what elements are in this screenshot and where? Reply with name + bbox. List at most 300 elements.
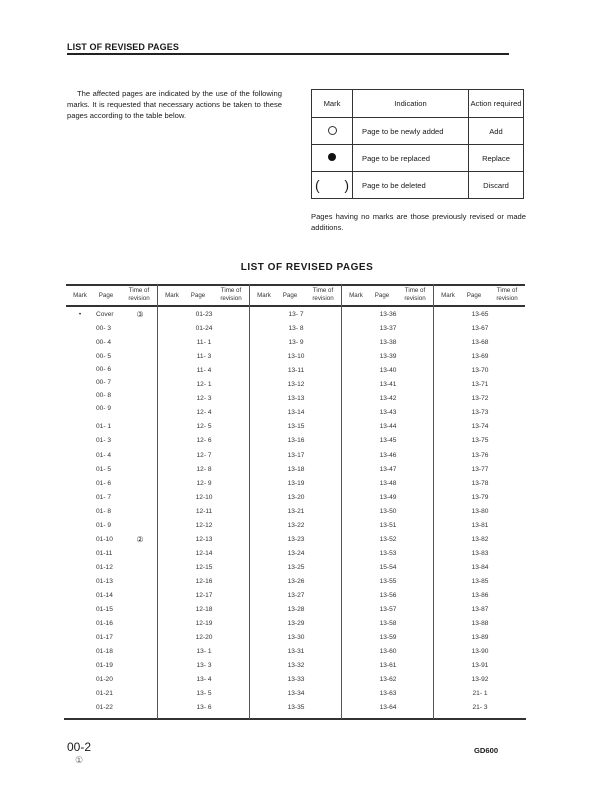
table-row — [66, 392, 158, 404]
row-page: 13-37 — [379, 325, 397, 333]
row-page: 12-14 — [195, 549, 213, 557]
row-page: 13-29 — [287, 620, 305, 628]
table-row — [66, 466, 158, 478]
header-page: Page — [466, 292, 482, 299]
table-row — [342, 634, 434, 646]
row-page: 12- 3 — [196, 395, 212, 403]
row-page: 13-21 — [287, 507, 305, 515]
column-group-header — [434, 287, 526, 305]
table-row — [158, 592, 250, 604]
table-row — [434, 494, 526, 506]
row-page: 13-50 — [379, 507, 397, 515]
header-time-of-revision: Time of revision — [128, 287, 150, 302]
table-row — [250, 508, 342, 520]
row-page: 13-92 — [471, 676, 489, 684]
legend-header-action: Action required — [469, 90, 524, 118]
table-row — [342, 494, 434, 506]
row-page: 01- 7 — [96, 493, 112, 501]
marks-legend-table — [311, 89, 524, 199]
table-row — [342, 480, 434, 492]
table-row — [250, 339, 342, 351]
table-row — [66, 704, 158, 716]
table-row — [250, 592, 342, 604]
open-circle-icon — [328, 126, 337, 135]
row-page: 00- 5 — [96, 353, 112, 361]
row-page: 13- 9 — [288, 339, 304, 347]
table-row — [66, 634, 158, 646]
table-row — [250, 536, 342, 548]
table-row — [158, 480, 250, 492]
row-page: 01- 6 — [96, 479, 112, 487]
table-row — [434, 564, 526, 576]
row-page: 13-73 — [471, 409, 489, 417]
row-page: 13-40 — [379, 367, 397, 375]
row-page: 13-39 — [379, 353, 397, 361]
row-page: 13-86 — [471, 592, 489, 599]
row-page: 12- 7 — [196, 451, 212, 459]
table-row — [158, 311, 250, 323]
row-page: 00- 3 — [96, 325, 112, 333]
table-row — [66, 648, 158, 660]
table-row — [158, 522, 250, 534]
table-row — [250, 676, 342, 688]
footer-model: GD600 — [474, 746, 499, 755]
table-row — [250, 494, 342, 506]
header-page: Page — [190, 292, 206, 299]
row-page: 13-57 — [379, 606, 397, 614]
table-row — [66, 353, 158, 365]
row-page: 13-82 — [471, 535, 489, 543]
table-row — [66, 690, 158, 702]
row-page: 13-12 — [287, 381, 305, 389]
table-row — [66, 423, 158, 435]
table-row — [250, 466, 342, 478]
row-page: 13-83 — [471, 549, 489, 557]
row-page: 13-90 — [471, 648, 489, 656]
table-row — [342, 325, 434, 337]
row-page: 12- 1 — [196, 381, 212, 389]
header-mark: Mark — [73, 292, 87, 299]
table-row — [158, 704, 250, 716]
row-page: 11- 3 — [196, 353, 212, 361]
row-page: 13-62 — [379, 676, 397, 684]
table-row — [434, 634, 526, 646]
footer-revision-mark: ① — [75, 755, 84, 765]
header-mark: Mark — [257, 292, 271, 299]
table-row — [250, 564, 342, 576]
row-page: 01-22 — [96, 704, 113, 712]
header-mark: Mark — [165, 292, 179, 299]
row-page: 13-43 — [379, 409, 397, 417]
row-page: 01- 1 — [96, 423, 112, 431]
row-page: 01-12 — [96, 563, 113, 571]
legend-header-mark: Mark — [312, 90, 353, 118]
row-page: 13-59 — [379, 634, 397, 642]
row-page: 13- 1 — [196, 648, 212, 656]
table-row — [342, 592, 434, 604]
table-row — [250, 634, 342, 646]
row-page: 13-34 — [287, 690, 305, 698]
row-page: 01- 5 — [96, 465, 112, 473]
row-page: 13-10 — [287, 353, 305, 361]
row-page: 13-51 — [379, 521, 397, 529]
intro-paragraph — [67, 88, 282, 121]
table-row — [158, 662, 250, 674]
table-row — [342, 690, 434, 702]
table-row — [434, 311, 526, 323]
table-row — [250, 452, 342, 464]
row-page: 13-64 — [379, 704, 397, 712]
legend-row-add — [312, 118, 524, 145]
row-page: 13-91 — [471, 662, 489, 670]
table-row — [158, 395, 250, 407]
table-row — [66, 437, 158, 449]
table-row — [158, 648, 250, 660]
table-row — [158, 409, 250, 421]
legend-action: Add — [469, 118, 524, 145]
table-row — [66, 592, 158, 604]
table-row — [434, 648, 526, 660]
row-page: 13-36 — [379, 311, 397, 318]
row-page: 13-45 — [379, 437, 397, 445]
table-row — [434, 395, 526, 407]
table-row — [250, 367, 342, 379]
table-row — [434, 620, 526, 632]
row-mark: • — [78, 311, 82, 318]
row-page: 13-41 — [379, 381, 397, 389]
table-row — [158, 508, 250, 520]
row-page: 13- 4 — [196, 676, 212, 684]
table-row — [342, 353, 434, 365]
column-group-header — [250, 287, 342, 305]
row-page: 13-52 — [379, 535, 397, 543]
table-row — [342, 648, 434, 660]
row-page: 01-16 — [96, 620, 113, 628]
table-row — [66, 325, 158, 337]
table-row — [66, 339, 158, 351]
row-page: 21- 1 — [472, 690, 488, 698]
row-page: 13-27 — [287, 592, 305, 599]
row-page: 01-17 — [96, 634, 113, 642]
row-page: 00- 7 — [96, 379, 112, 387]
row-page: 00- 6 — [96, 366, 112, 374]
table-row — [66, 564, 158, 576]
row-page: 01-19 — [96, 662, 113, 670]
row-page: 12-20 — [195, 634, 213, 642]
header-time-of-revision: Time of revision — [220, 287, 242, 302]
legend-header-indication: Indication — [353, 90, 469, 118]
row-page: 13-38 — [379, 339, 397, 347]
row-page: 13-16 — [287, 437, 305, 445]
header-rule — [67, 53, 509, 55]
table-row — [158, 452, 250, 464]
legend-row-discard — [312, 172, 524, 199]
row-page: 12- 4 — [196, 409, 212, 417]
row-page: 15-54 — [379, 563, 397, 571]
table-row — [434, 367, 526, 379]
row-page: 01-10 — [96, 535, 113, 543]
table-row — [66, 494, 158, 506]
row-page: 00- 8 — [96, 392, 112, 400]
table-row — [434, 550, 526, 562]
table-row — [434, 676, 526, 688]
row-page: 12-11 — [195, 507, 213, 515]
row-page: 13-68 — [471, 339, 489, 347]
table-row — [342, 437, 434, 449]
table-row — [342, 409, 434, 421]
row-page: 13- 6 — [196, 704, 212, 712]
row-page: 12-15 — [195, 563, 213, 571]
row-page: 12- 9 — [196, 479, 212, 487]
row-page: 13-44 — [379, 423, 397, 431]
row-page: 00- 9 — [96, 405, 112, 413]
table-row — [66, 536, 158, 548]
row-page: 13-18 — [287, 465, 305, 473]
table-row — [158, 536, 250, 548]
row-page: 12-19 — [195, 620, 213, 628]
table-row — [158, 620, 250, 632]
table-row — [434, 409, 526, 421]
header-mark: Mark — [349, 292, 363, 299]
table-row — [66, 311, 158, 323]
row-page: 13-19 — [287, 479, 305, 487]
table-row — [66, 550, 158, 562]
table-row — [434, 578, 526, 590]
table-row — [434, 704, 526, 716]
row-page: 13-30 — [287, 634, 305, 642]
table-row — [342, 423, 434, 435]
row-page: 12-10 — [195, 493, 213, 501]
row-page: 13-15 — [287, 423, 305, 431]
table-row — [158, 494, 250, 506]
table-row — [250, 522, 342, 534]
row-page: 12-12 — [195, 521, 213, 529]
table-row — [250, 620, 342, 632]
legend-indication: Page to be newly added — [353, 118, 469, 145]
table-row — [158, 550, 250, 562]
row-page: 13- 8 — [288, 325, 304, 333]
table-row — [66, 366, 158, 378]
row-page: 21- 3 — [472, 704, 488, 712]
table-row — [342, 508, 434, 520]
table-row — [342, 620, 434, 632]
column-group-header — [66, 287, 158, 305]
row-page: 13-24 — [287, 549, 305, 557]
row-page: 13-31 — [287, 648, 305, 656]
header-page: Page — [98, 292, 114, 299]
table-row — [250, 409, 342, 421]
table-row — [342, 452, 434, 464]
row-page: 12-18 — [195, 606, 213, 614]
row-page: 01- 9 — [96, 521, 112, 529]
row-page: 13-28 — [287, 606, 305, 614]
legend-action: Discard — [469, 172, 524, 199]
row-page: 01-13 — [96, 577, 113, 585]
row-page: 13-48 — [379, 479, 397, 487]
row-page: 13-55 — [379, 577, 397, 585]
table-row — [434, 381, 526, 393]
row-page: 13-88 — [471, 620, 489, 628]
table-row — [66, 480, 158, 492]
table-row — [250, 648, 342, 660]
table-row — [250, 395, 342, 407]
table-row — [158, 381, 250, 393]
row-page: 01-23 — [195, 311, 213, 318]
column-group-header — [158, 287, 250, 305]
table-row — [250, 311, 342, 323]
header-time-of-revision: Time of revision — [404, 287, 426, 302]
table-row — [250, 704, 342, 716]
column-group-header — [342, 287, 434, 305]
row-page: 12-17 — [195, 592, 213, 599]
table-row — [434, 423, 526, 435]
table-row — [342, 367, 434, 379]
row-page: 11- 1 — [196, 339, 212, 347]
row-page: 12- 8 — [196, 465, 212, 473]
table-row — [66, 522, 158, 534]
row-page: 13- 5 — [196, 690, 212, 698]
row-page: 13-89 — [471, 634, 489, 642]
row-page: 13-46 — [379, 451, 397, 459]
table-row — [434, 690, 526, 702]
table-row — [158, 339, 250, 351]
row-page: 13-60 — [379, 648, 397, 656]
table-row — [250, 550, 342, 562]
row-page: 13-17 — [287, 451, 305, 459]
table-row — [66, 452, 158, 464]
legend-action: Replace — [469, 145, 524, 172]
row-page: 13-71 — [471, 381, 489, 389]
row-page: 13-42 — [379, 395, 397, 403]
table-row — [158, 564, 250, 576]
table-row — [250, 353, 342, 365]
table-row — [342, 662, 434, 674]
list-title: LIST OF REVISED PAGES — [240, 262, 374, 273]
header-time-of-revision: Time of revision — [312, 287, 334, 302]
table-row — [342, 466, 434, 478]
table-row — [434, 606, 526, 618]
table-row — [66, 379, 158, 391]
row-page: 01-24 — [195, 325, 213, 333]
table-row — [158, 676, 250, 688]
row-page: 13-22 — [287, 521, 305, 529]
row-page: 13-53 — [379, 549, 397, 557]
table-row — [250, 423, 342, 435]
table-row — [66, 620, 158, 632]
row-page: 13-33 — [287, 676, 305, 684]
row-page: 13-80 — [471, 507, 489, 515]
table-row — [434, 325, 526, 337]
table-row — [158, 578, 250, 590]
table-row — [434, 592, 526, 604]
table-row — [434, 522, 526, 534]
header-page: Page — [374, 292, 390, 299]
table-row — [66, 662, 158, 674]
row-page: 13-78 — [471, 479, 489, 487]
row-page: 12-13 — [195, 535, 213, 543]
row-page: 13-84 — [471, 563, 489, 571]
footer-page-number: 00-2 — [67, 740, 92, 754]
table-row — [158, 466, 250, 478]
table-row — [250, 381, 342, 393]
table-row — [250, 437, 342, 449]
row-page: 00- 4 — [96, 339, 112, 347]
header-time-of-revision: Time of revision — [496, 287, 518, 302]
table-row — [158, 634, 250, 646]
legend-row-replace — [312, 145, 524, 172]
row-page: 11- 4 — [196, 367, 212, 375]
header-mark: Mark — [441, 292, 455, 299]
row-page: 13-14 — [287, 409, 305, 417]
legend-indication: Page to be deleted — [353, 172, 469, 199]
table-row — [342, 676, 434, 688]
table-row — [66, 676, 158, 688]
row-page: 12-16 — [195, 577, 213, 585]
row-page: 13-56 — [379, 592, 397, 599]
table-row — [434, 339, 526, 351]
table-bottom-rule — [64, 718, 526, 720]
table-header-rule — [66, 305, 525, 307]
table-row — [158, 423, 250, 435]
table-row — [434, 662, 526, 674]
row-page: 01- 8 — [96, 507, 112, 515]
row-page: 13- 7 — [288, 311, 304, 318]
row-page: 13-58 — [379, 620, 397, 628]
table-row — [250, 662, 342, 674]
row-page: 13-72 — [471, 395, 489, 403]
row-page: 13-23 — [287, 535, 305, 543]
row-page: 13-65 — [471, 311, 489, 318]
row-page: Cover — [96, 311, 114, 318]
table-row — [250, 578, 342, 590]
legend-header-row — [312, 90, 524, 118]
row-page: 01-15 — [96, 606, 113, 614]
no-mark-note: Pages having no marks are those previously revised or made additions. — [311, 212, 526, 232]
row-page: 13-35 — [287, 704, 305, 712]
row-page: 13-67 — [471, 325, 489, 333]
table-row — [342, 704, 434, 716]
legend-indication: Page to be replaced — [353, 145, 469, 172]
table-row — [342, 395, 434, 407]
row-page: 13-74 — [471, 423, 489, 431]
table-row — [158, 325, 250, 337]
table-row — [342, 339, 434, 351]
row-page: 13-87 — [471, 606, 489, 614]
table-row — [66, 405, 158, 417]
row-page: 13-61 — [379, 662, 397, 670]
row-page: 12- 5 — [196, 423, 212, 431]
row-page: 12- 6 — [196, 437, 212, 445]
table-row — [434, 437, 526, 449]
table-row — [158, 606, 250, 618]
table-row — [158, 437, 250, 449]
row-page: 13-70 — [471, 367, 489, 375]
row-page: 13-26 — [287, 577, 305, 585]
row-page: 13-63 — [379, 690, 397, 698]
table-row — [66, 578, 158, 590]
row-page: 13-69 — [471, 353, 489, 361]
row-page: 13-32 — [287, 662, 305, 670]
table-row — [342, 606, 434, 618]
table-row — [434, 480, 526, 492]
row-page: 13- 3 — [196, 662, 212, 670]
row-page: 01- 4 — [96, 451, 112, 459]
page-header-title: LIST OF REVISED PAGES — [67, 42, 179, 52]
table-row — [342, 550, 434, 562]
row-page: 01-20 — [96, 676, 113, 684]
table-row — [342, 311, 434, 323]
filled-circle-icon — [328, 153, 336, 161]
